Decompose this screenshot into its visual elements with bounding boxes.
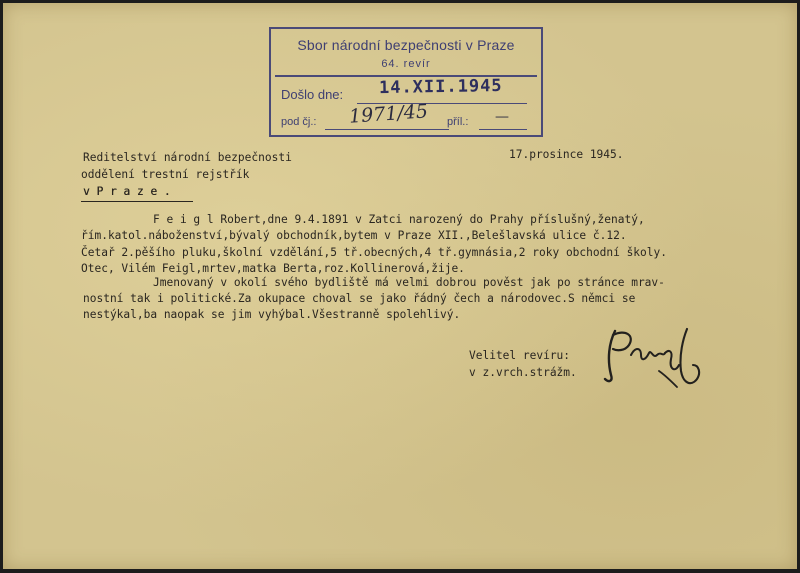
stamp-title: Sbor národní bezpečnosti v Praze	[297, 37, 515, 53]
handwritten-signature	[601, 325, 709, 391]
body-line-7: nestýkal,ba naopak se jim vyhýbal.Všestranně spolehlivý.	[83, 308, 461, 321]
stamp-received-label: Došlo dne:	[281, 87, 344, 102]
recipient-line-3: v P r a z e .	[83, 185, 171, 198]
body-line-1: F e i g l Robert,dne 9.4.1891 v Zatci narozený do Prahy příslušný,ženatý,	[153, 213, 645, 226]
recipient-line-1: Reditelství národní bezpečnosti	[83, 151, 292, 164]
stamp-ref-line	[325, 129, 449, 130]
stamp-precinct: 64. revír	[381, 58, 431, 70]
stamp-ref-number: 1971/45	[348, 100, 429, 128]
stamp-attachment-value: —	[495, 109, 509, 125]
signoff-line-2: v z.vrch.strážm.	[469, 366, 577, 379]
stamp-ref-label: pod čj.:	[281, 116, 317, 128]
stamp-attachment-label: příl.:	[447, 116, 469, 128]
body-line-5: Jmenovaný v okolí svého bydliště má velmi dobrou pověst jak po stránce mrav-	[153, 276, 665, 289]
recipient-underline	[81, 201, 193, 202]
body-line-4: Otec, Vilém Feigl,mrtev,matka Berta,roz.Kollinerová,žije.	[81, 262, 465, 275]
recipient-line-2: oddělení trestní rejstřík	[81, 168, 250, 181]
received-stamp	[269, 27, 543, 137]
signoff-line-1: Velitel revíru:	[469, 349, 571, 362]
letter-date: 17.prosince 1945.	[509, 148, 624, 161]
body-line-2: řím.katol.náboženství,bývalý obchodník,bytem v Praze XII.,Belešlavská ulice č.12.	[81, 229, 627, 242]
body-line-6: nostní tak i politické.Za okupace choval se jako řádný čech a národovec.S němci se	[83, 292, 636, 305]
stamp-received-date: 14.XII.1945	[378, 75, 503, 99]
stamp-attachment-line	[479, 129, 527, 130]
document-page	[3, 3, 797, 569]
body-line-3: Četař 2.pěšího pluku,školní vzdělání,5 tř.obecných,4 tř.gymnásia,2 roky obchodní školy.	[81, 246, 667, 259]
